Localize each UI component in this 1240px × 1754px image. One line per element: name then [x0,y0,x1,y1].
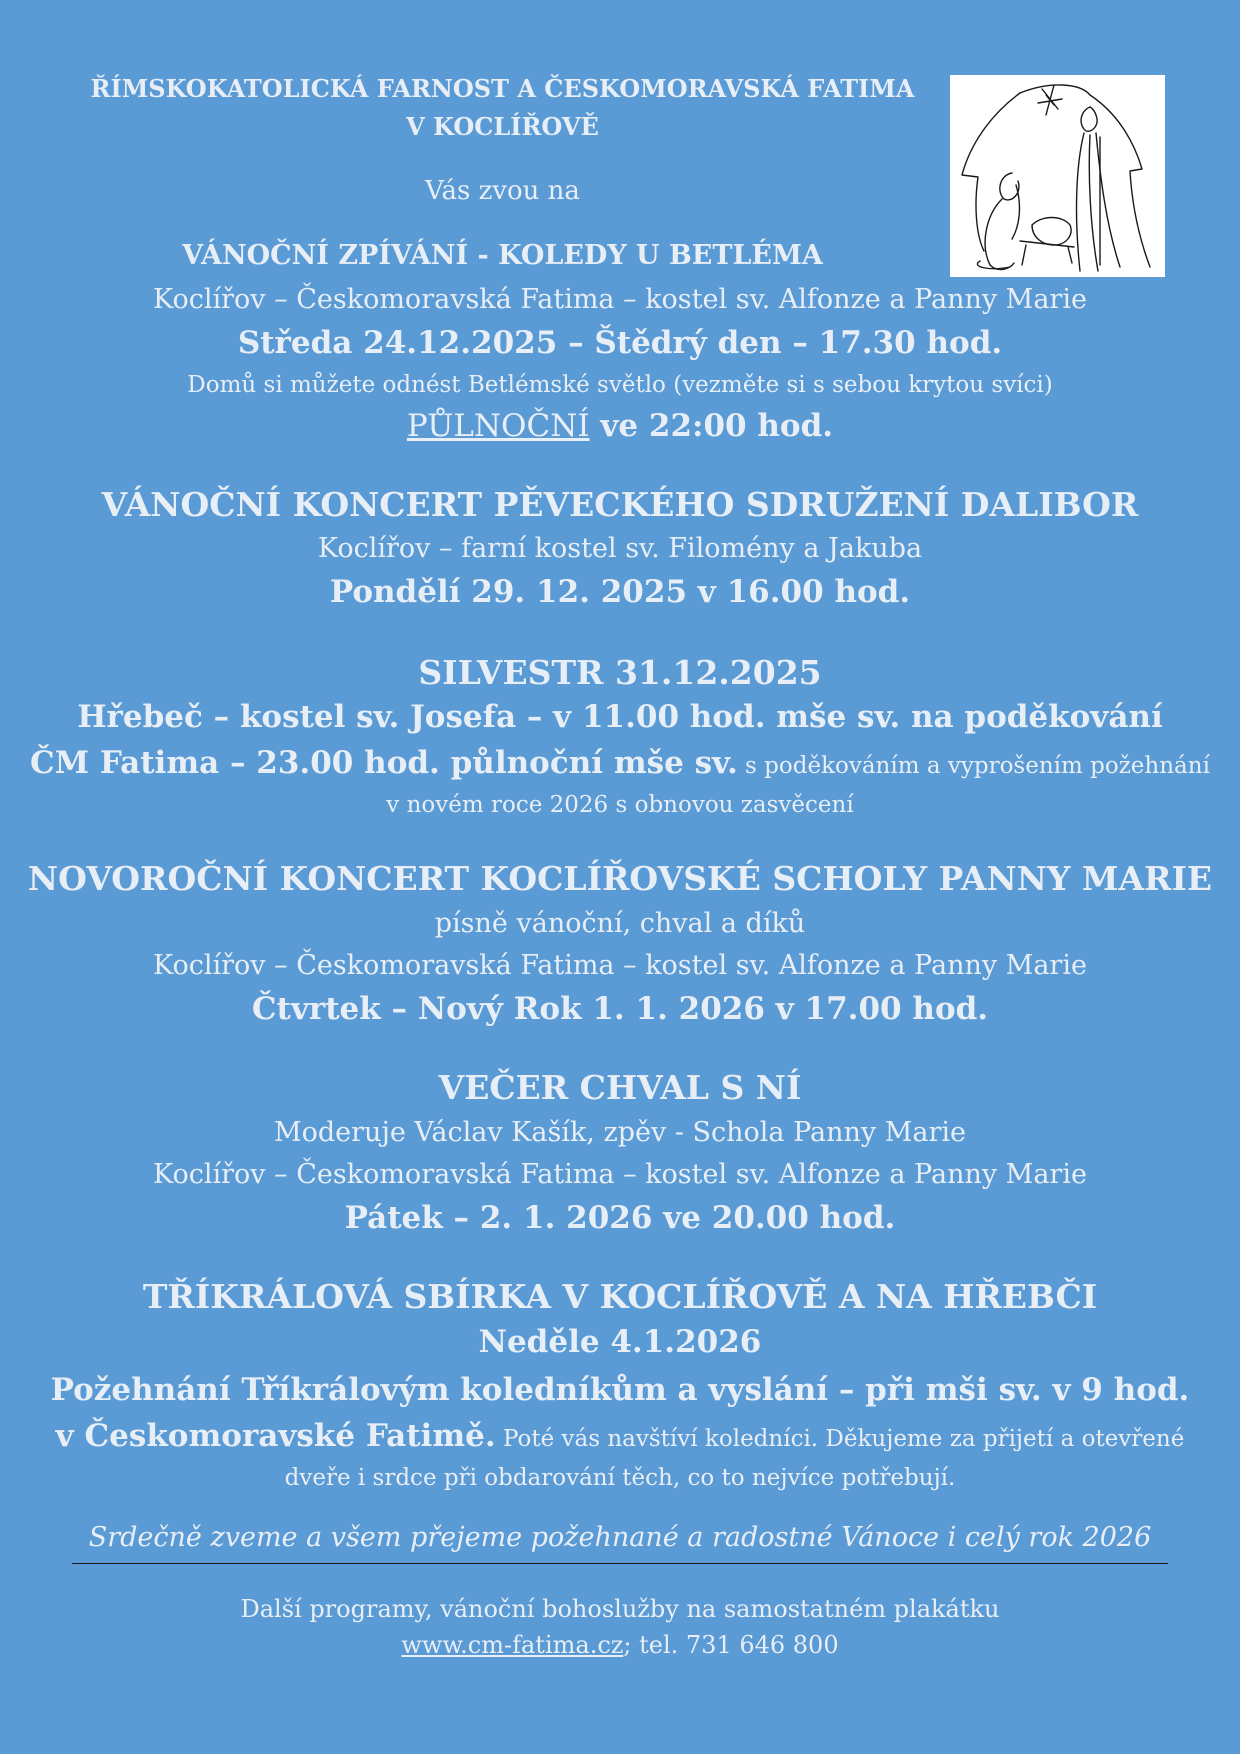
midnight-mass-line [0,408,1240,444]
trikralova-line1: Požehnání Tříkrálovým koledníkům a vyslání – při mši sv. v 9 hod. [50,1372,1190,1408]
koledy-date: Středa 24.12.2025 – Štědrý den – 17.30 hod. [237,325,1003,361]
footer-contact [0,1631,1240,1659]
silvestr-title: SILVESTR 31.12.2025 [418,653,822,692]
phone-text: ; tel. 731 646 800 [623,1631,839,1659]
nativity-image [950,75,1165,277]
chvaly-place: Koclířov – Českomoravská Fatima – kostel sv. Alfonze a Panny Marie [153,1159,1087,1190]
midnight-time: ve 22:00 hod. [589,408,834,444]
invite-text: Vás zvou na [425,176,580,206]
parish-name-line1: ŘÍMSKOKATOLICKÁ FARNOST A ČESKOMORAVSKÁ FATIMA [90,74,915,103]
trikralova-title: TŘÍKRÁLOVÁ SBÍRKA V KOCLÍŘOVĚ A NA HŘEBČI [142,1277,1098,1316]
koledy-title: VÁNOČNÍ ZPÍVÁNÍ - KOLEDY U BETLÉMA [182,240,823,271]
trikralova-line2-bold: v Českomoravské Fatimě. [55,1418,496,1454]
chvaly-title: VEČER CHVAL S NÍ [438,1068,802,1107]
trikralova-line2 [0,1418,1240,1454]
koledy-place: Koclířov – Českomoravská Fatima – kostel sv. Alfonze a Panny Marie [153,284,1087,315]
trikralova-date: Neděle 4.1.2026 [478,1324,762,1360]
trikralova-line2-rest: Poté vás navštíví koledníci. Děkujeme za přijetí a otevřené [495,1426,1185,1452]
silvestr-line3: v novém roce 2026 s obnovou zasvěcení [386,792,854,818]
silvestr-line2-rest: s poděkováním a vyprošením požehnání [737,753,1210,779]
dalibor-date: Pondělí 29. 12. 2025 v 16.00 hod. [329,574,911,610]
schola-subtitle: písně vánoční, chval a díků [434,908,806,939]
midnight-label: PŮLNOČNÍ [406,408,590,444]
chvaly-date: Pátek – 2. 1. 2026 ve 20.00 hod. [344,1200,896,1236]
trikralova-line3: dveře i srdce při obdarování těch, co to nejvíce potřebují. [284,1465,956,1491]
divider [72,1563,1168,1564]
schola-place: Koclířov – Českomoravská Fatima – kostel sv. Alfonze a Panny Marie [153,950,1087,981]
silvestr-line2-bold: ČM Fatima – 23.00 hod. půlnoční mše sv. [30,745,738,781]
silvestr-line2 [0,745,1240,781]
nativity-icon [950,75,1165,277]
schola-title: NOVOROČNÍ KONCERT KOCLÍŘOVSKÉ SCHOLY PANNY MARIE [27,859,1213,898]
closing-wish: Srdečně zveme a všem přejeme požehnané a radostné Vánoce i celý rok 2026 [88,1522,1152,1553]
koledy-note: Domů si můžete odnést Betlémské světlo (vezměte si s sebou krytou svíci) [187,372,1053,398]
schola-date: Čtvrtek – Nový Rok 1. 1. 2026 v 17.00 hod. [251,991,989,1027]
dalibor-place: Koclířov – farní kostel sv. Filomény a Jakuba [317,533,923,564]
parish-name-line2: V KOCLÍŘOVĚ [406,112,599,141]
dalibor-title: VÁNOČNÍ KONCERT PĚVECKÉHO SDRUŽENÍ DALIBOR [101,485,1139,524]
footer-programs: Další programy, vánoční bohoslužby na samostatném plakátku [240,1595,1000,1623]
website-link[interactable]: www.cm-fatima.cz [401,1631,624,1659]
chvaly-moderator: Moderuje Václav Kašík, zpěv - Schola Panny Marie [273,1117,967,1148]
silvestr-line1: Hřebeč – kostel sv. Josefa – v 11.00 hod. mše sv. na poděkování [77,699,1163,735]
